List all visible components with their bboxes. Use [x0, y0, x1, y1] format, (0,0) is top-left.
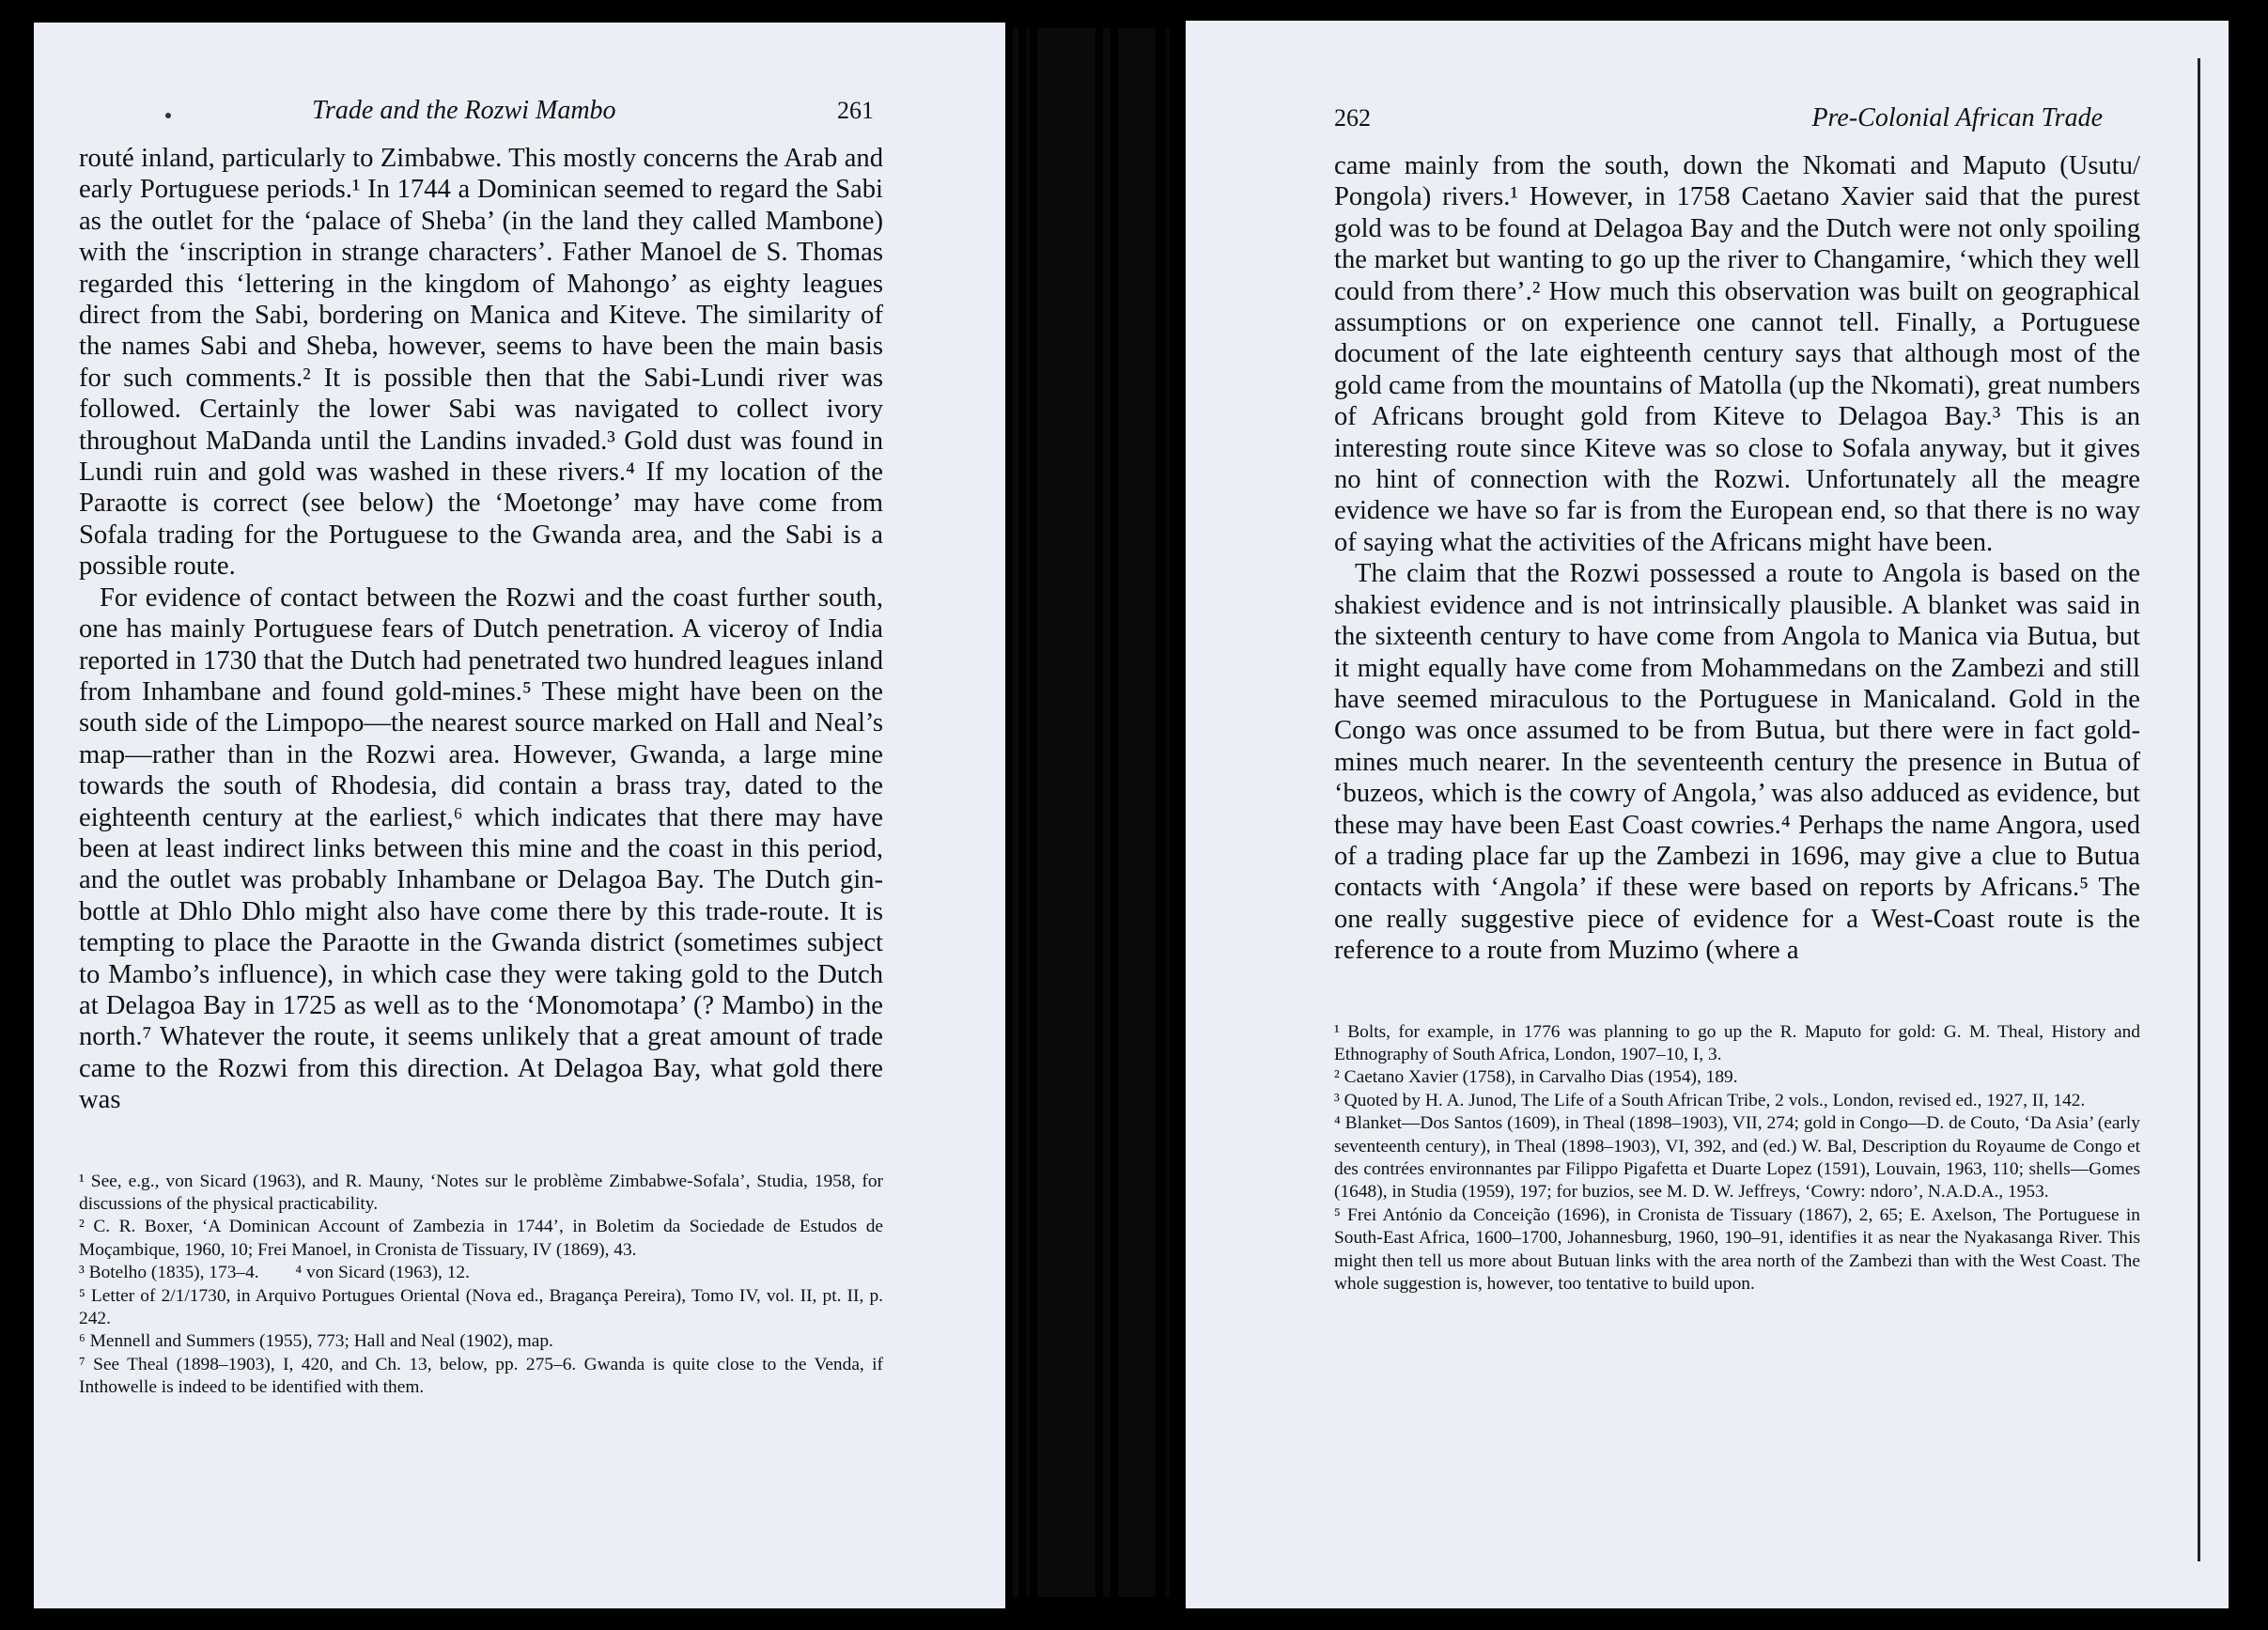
left-page [34, 23, 1005, 1608]
left-paragraph-1: routé inland, particularly to Zimbabwe. This mostly concerns the Arab and early Portuguese periods.¹ In 1744 a Dominican seemed to regard the Sabi as the outlet for the ‘palace of Sheba’ (in the land they called Mambone) with the ‘inscription in strange characters’. Father Manoel de S. Thomas regarded this ‘lettering in the kingdom of Mahongo’ as eighty leagues direct from the Sabi, bordering on Manica and Kiteve. The similarity of the names Sabi and Sheba, however, seems to have been the main basis for such comments.² It is possible then that the Sabi-Lundi river was followed. Certainly the lower Sabi was navigated to collect ivory throughout MaDanda until the Landins invaded.³ Gold dust was found in Lundi ruin and gold was washed in these rivers.⁴ If my location of the Paraotte is correct (see below) the ‘Moetonge’ may have come from Sofala trading for the Portuguese to the Gwanda area, and the Sabi is a possible route. [79, 144, 883, 582]
gutter-stripe [1165, 28, 1170, 1597]
left-header-title: Trade and the Rozwi Mambo [312, 96, 616, 125]
right-page [1186, 21, 2229, 1608]
gutter-stripe [1026, 28, 1030, 1597]
book-gutter [1005, 28, 1186, 1597]
right-header-title: Pre-Colonial African Trade [1811, 103, 2103, 132]
right-page-number: 262 [1334, 104, 1371, 132]
gutter-shadow [1118, 28, 1156, 1597]
right-body-text [1334, 150, 2140, 967]
page-edge-line [2198, 58, 2200, 1561]
left-running-header [79, 96, 883, 126]
right-paragraph-2: The claim that the Rozwi possessed a route to Angola is based on the shakiest evidence and is not intrinsically plausible. A blanket was said in the sixteenth century to have come from Angola to Manica via Butua, but it might equally have come from Mohammedans on the Zambezi and still have seemed miraculous to the Portuguese in Manicaland. Gold in the Congo was once assumed to be from Butua, but there were in fact gold-mines much nearer. In the seventeenth century the presence in Butua of ‘buzeos, which is the cowry of Angola,’ was also adduced as evidence, but these may have been East Coast cowries.⁴ Perhaps the name Angora, used of a trading place far up the Zambezi in 1696, may give a clue to Butua contacts with ‘Angola’ if these were based on reports by Africans.⁵ The one really suggestive piece of evidence for a West-Coast route is the reference to a route from Muzimo (where a [1334, 559, 2140, 966]
right-footnote-1: ¹ Bolts, for example, in 1776 was planning to go up the R. Maputo for gold: G. M. Theal, History and Ethnography of South Africa, London, 1907–10, I, 3. [1334, 1021, 2140, 1064]
left-footnotes [79, 1171, 883, 1400]
left-body-text [79, 143, 883, 1116]
left-footnote-5: ⁵ Letter of 2/1/1730, in Arquivo Portugues Oriental (Nova ed., Bragança Pereira), Tomo IV, vol. II, pt. II, p. 242. [79, 1285, 883, 1329]
left-paragraph-2: For evidence of contact between the Rozwi and the coast further south, one has mainly Portuguese fears of Dutch penetration. A viceroy of India reported in 1730 that the Dutch had penetrated two hundred leagues inland from Inhambane and found gold-mines.⁵ These might have been on the south side of the Limpopo—the nearest source marked on Hall and Neal’s map—rather than in the Rozwi area. However, Gwanda, a large mine towards the south of Rhodesia, did contain a brass tray, dated to the eighteenth century at the earliest,⁶ which indicates that there may have been at least indirect links between this mine and the coast in this period, and the outlet was probably Inhambane or Delagoa Bay. The Dutch gin-bottle at Dhlo Dhlo might also have come there by this trade-route. It is tempting to place the Paraotte in the Gwanda district (sometimes subject to Mambo’s influence), in which case they were taking gold to the Dutch at Delagoa Bay in 1725 as well as to the ‘Monomotapa’ (? Mambo) in the north.⁷ Whatever the route, it seems unlikely that a great amount of trade came to the Rozwi from this direction. At Delagoa Bay, what gold there was [79, 582, 883, 1115]
left-footnote-6: ⁶ Mennell and Summers (1955), 773; Hall and Neal (1902), map. [79, 1331, 553, 1352]
right-footnote-2: ² Caetano Xavier (1758), in Carvalho Dias (1954), 189. [1334, 1067, 1738, 1088]
scan-speck [165, 113, 171, 118]
left-footnote-1: ¹ See, e.g., von Sicard (1963), and R. Mauny, ‘Notes sur le problème Zimbabwe-Sofala’, Studia, 1958, for discussions of the physical practicability. [79, 1171, 883, 1214]
left-footnote-2: ² C. R. Boxer, ‘A Dominican Account of Zambezia in 1744’, in Boletim da Sociedade de Estudos de Moçambique, 1960, 10; Frei Manoel, in Cronista de Tissuary, IV (1869), 43. [79, 1217, 883, 1260]
right-running-header [1334, 103, 2140, 133]
gutter-shadow [1037, 28, 1095, 1597]
right-footnotes [1334, 1021, 2140, 1296]
right-paragraph-1: came mainly from the south, down the Nkomati and Maputo (Usutu/ Pongola) rivers.¹ However, in 1758 Caetano Xavier said that the purest gold was to be found at Delagoa Bay and the Dutch were not only spoiling the market but wanting to go up the river to Changamire, ‘which they well could from there’.² How much this observation was built on geographical assumptions or on experience one cannot tell. Finally, a Portuguese document of the late eighteenth century says that although most of the gold came from the mountains of Matolla (up the Nkomati), great numbers of Africans brought gold from Kiteve to Delagoa Bay.³ This is an interesting route since Kiteve was so close to Sofala anyway, but it gives no hint of connection with the Rozwi. Unfortunately all the meagre evidence we have so far is from the European end, so that there is no way of saying what the activities of the Africans might have been. [1334, 151, 2140, 557]
left-footnote-7: ⁷ See Theal (1898–1903), I, 420, and Ch. 13, below, pp. 275–6. Gwanda is quite close to the Venda, if Inthowelle is indeed to be identified with them. [79, 1354, 883, 1398]
right-footnote-3: ³ Quoted by H. A. Junod, The Life of a South African Tribe, 2 vols., London, revised ed., 1927, II, 142. [1334, 1090, 2086, 1110]
gutter-stripe [1013, 28, 1018, 1597]
right-footnote-4: ⁴ Blanket—Dos Santos (1609), in Theal (1898–1903), VII, 274; gold in Congo—D. de Couto, ‘Da Asia’ (early seventeenth century), in Theal (1898–1903), VI, 392, and (ed.) W. Bal, Description du Royaume de Congo et des contrées environnantes par Filippo Pigafetta et Duarte Lopez (1591), Louvain, 1963, 110; shells—Gomes (1648), in Studia (1959), 197; for buzios, see M. D. W. Jeffreys, ‘Cowry: ndoro’, N.A.D.A., 1953. [1334, 1113, 2140, 1203]
left-page-number: 261 [837, 97, 874, 124]
gutter-stripe [1103, 28, 1111, 1597]
right-footnote-5: ⁵ Frei António da Conceição (1696), in Cronista de Tissuary (1867), 2, 65; E. Axelson, The Portuguese in South-East Africa, 1600–1700, Johannesburg, 1960, 190–91, identifies it as near the Nyakasanga River. This might then tell us more about Butuan links with the area north of the Zambezi than with the West Coast. The whole suggestion is, however, too tentative to build upon. [1334, 1204, 2140, 1295]
left-footnote-3-4: ³ Botelho (1835), 173–4. ⁴ von Sicard (1963), 12. [79, 1263, 470, 1283]
